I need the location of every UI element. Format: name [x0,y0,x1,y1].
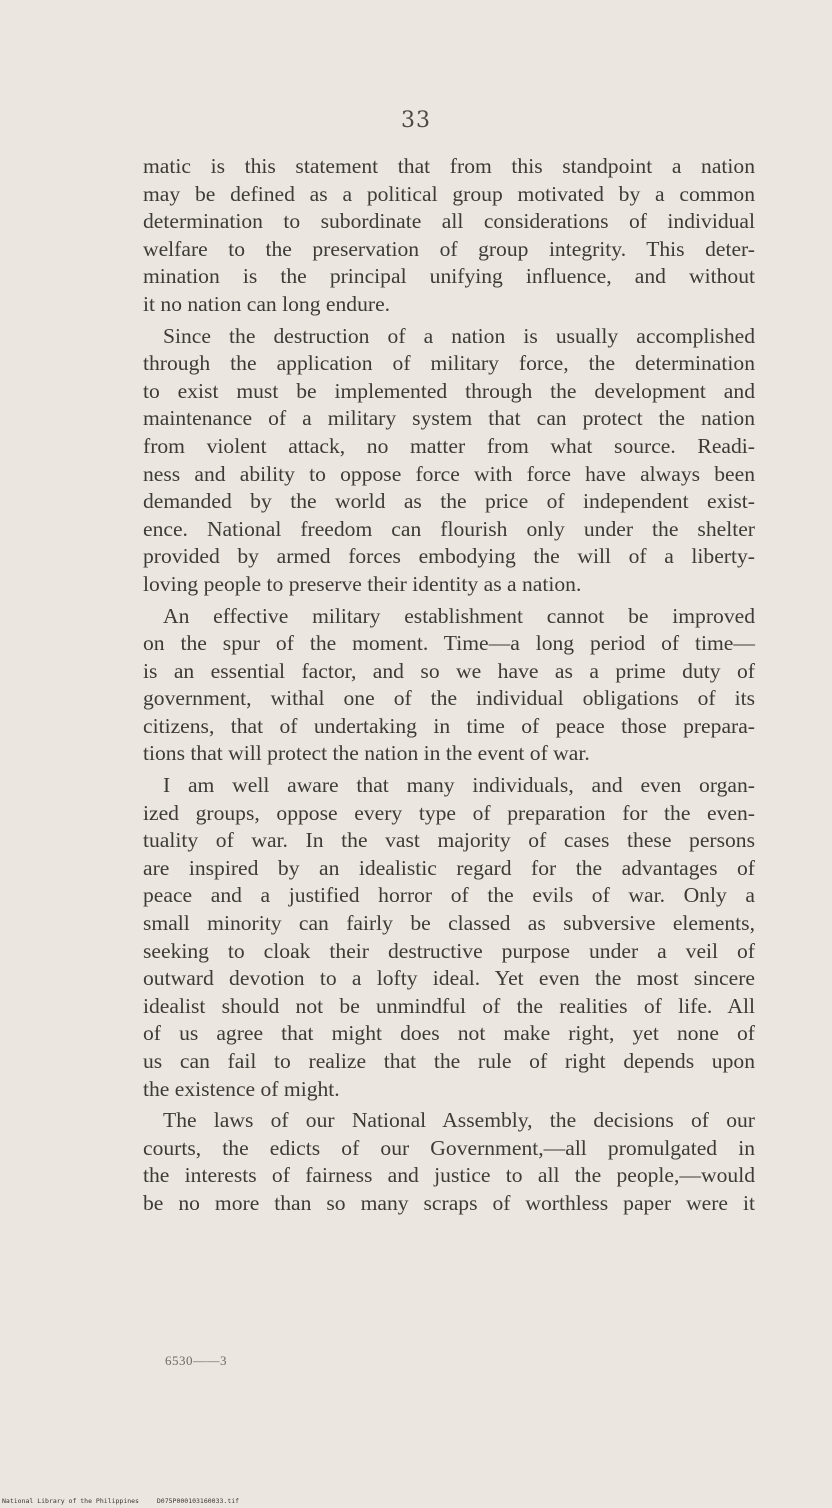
text-line: courts, the edicts of our Government,—all promulgated in [143,1135,755,1160]
text-line: may be defined as a political group motivated by a common [143,181,755,206]
text-line: are inspired by an idealistic regard for the advantages of [143,855,755,880]
text-line: citizens, that of undertaking in time of peace those prepara- [143,713,755,738]
text-line: us can fail to realize that the rule of right depends upon [143,1049,755,1073]
text-line: seeking to cloak their destructive purpose under a veil of [143,938,755,963]
text-line: loving people to preserve their identity as a nation. [143,571,582,596]
paragraph [143,323,755,599]
text-line: from violent attack, no matter from what source. Readi- [143,433,755,458]
scan-footer [2,1497,239,1505]
text-line: of us agree that might does not make right, yet none of [143,1021,755,1046]
text-line: matic is this statement that from this standpoint a nation [143,154,755,178]
scan-filename: D075P000103160033.tif [156,1497,240,1505]
text-line: the interests of fairness and justice to all the people,—would [143,1163,755,1188]
text-line: through the application of military force, the determination [143,351,755,376]
text-line: maintenance of a military system that can protect the nation [143,406,755,431]
text-line: determination to subordinate all considerations of individual [143,209,755,234]
text-line: I am well aware that many individuals, and even organ- [163,773,755,798]
library-credit: National Library of the Philippines [2,1497,139,1505]
text-line: it no nation can long endure. [143,291,391,316]
text-line: is an essential factor, and so we have as a prime duty of [143,658,755,683]
text-line: An effective military establishment cannot be improved [163,603,755,628]
text-line: idealist should not be unmindful of the realities of life. All [143,993,755,1018]
text-line: mination is the principal unifying influence, and without [143,264,755,289]
paragraph [143,1107,755,1217]
text-line: the existence of might. [143,1076,340,1101]
text-line: demanded by the world as the price of independent exist- [143,489,755,514]
text-line: welfare to the preservation of group integrity. This deter- [143,236,755,261]
printer-signature-mark: 6530——3 [165,1353,227,1368]
text-line: on the spur of the moment. Time—a long period of time— [143,631,755,656]
text-line: outward devotion to a lofty ideal. Yet even the most sincere [143,966,755,991]
text-line: provided by armed forces embodying the will of a liberty- [143,544,755,569]
text-line: tions that will protect the nation in the event of war. [143,741,590,766]
paragraph [143,772,755,1103]
text-line: small minority can fairly be classed as subversive elements, [143,911,755,936]
text-line: to exist must be implemented through the development and [143,378,755,403]
text-line: be no more than so many scraps of worthless paper were it [143,1190,755,1215]
text-line: ized groups, oppose every type of preparation for the even- [143,800,755,825]
text-line: The laws of our National Assembly, the decisions of our [163,1108,755,1133]
paragraph [143,603,755,769]
text-line: Since the destruction of a nation is usually accomplished [163,323,755,348]
text-line: peace and a justified horror of the evils of war. Only a [143,883,755,908]
body-text [143,153,755,1218]
paragraph [143,153,755,319]
text-line: government, withal one of the individual obligations of its [143,686,755,711]
text-line: ness and ability to oppose force with force have always been [143,461,755,486]
text-line: tuality of war. In the vast majority of cases these persons [143,828,755,853]
text-line: ence. National freedom can flourish only under the shelter [143,516,755,541]
page-number: 33 [401,108,431,133]
